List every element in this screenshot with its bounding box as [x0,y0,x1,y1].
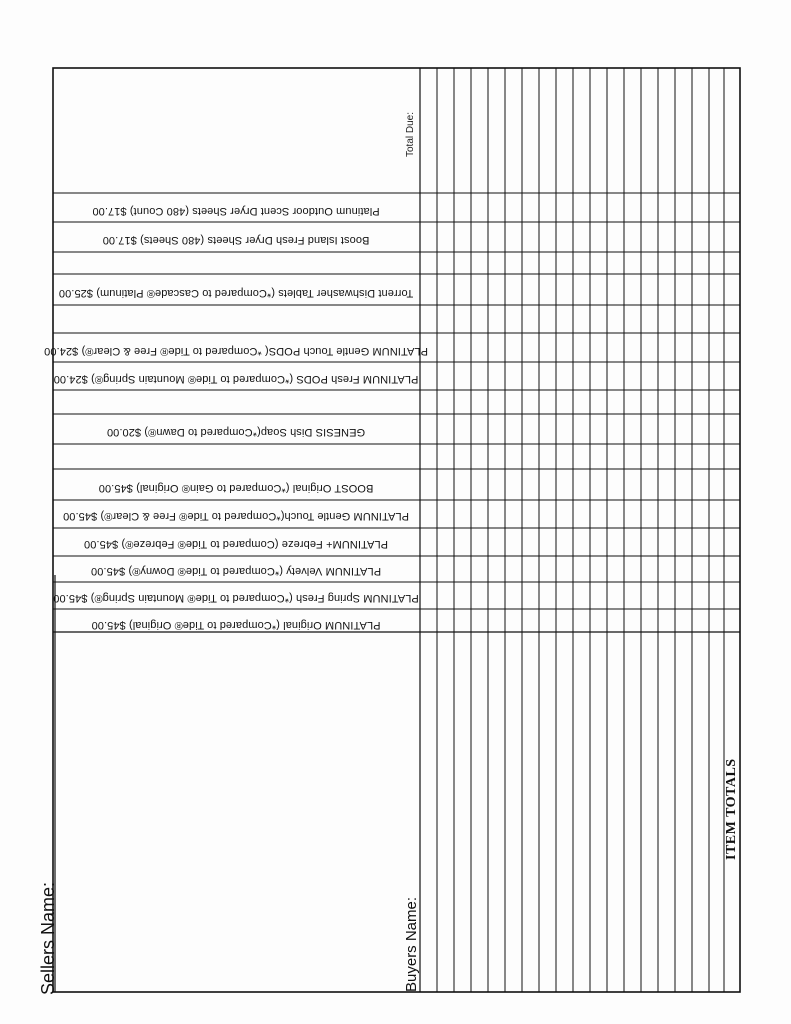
product-label: PLATINUM Gentle Touch PODS( *Compared to Tide® Free & Clear®) $24.00 [44,345,428,357]
buyers-name-label: Buyers Name: [403,896,420,992]
item-totals-label: ITEM TOTALS [724,758,739,860]
product-label: Torrent Dishwasher Tablets (*Compared to Cascade® Platinum) $25.00 [58,287,414,299]
product-label: Platinum Outdoor Scent Dryer Sheets (480 Count) $17.00 [92,205,380,217]
product-label: PLATINUM Original (*Compared to Tide® Original) $45.00 [91,619,381,631]
product-label: PLATINUM Spring Fresh (*Compared to Tide® Mountain Spring®) $45.00 [53,592,419,604]
product-label: GENESIS Dish Soap(*Compared to Dawn®) $20.00 [106,426,366,438]
product-label: PLATINUM Gentle Touch(*Compared to Tide® Free & Clear®) $45.00 [62,510,410,522]
product-label: PLATINUM+ Febreze (Compared to Tide® Febreze®) $45.00 [83,538,389,550]
product-label: PLATINUM Velvety (*Compared to Tide® Downy®) $45.00 [90,565,382,577]
product-label: BOOST Original (*Compared to Gain® Original) $45.00 [98,482,374,494]
product-label: Boost Island Fresh Dryer Sheets (480 Sheets) $17.00 [102,234,370,246]
buyer-columns [437,68,724,992]
total-due-label: Total Due: [405,111,416,157]
product-label: PLATINUM Fresh PODS (*Compared to Tide® Mountain Spring®) $24.00 [53,373,419,385]
sellers-name-label: Sellers Name: [38,881,58,995]
